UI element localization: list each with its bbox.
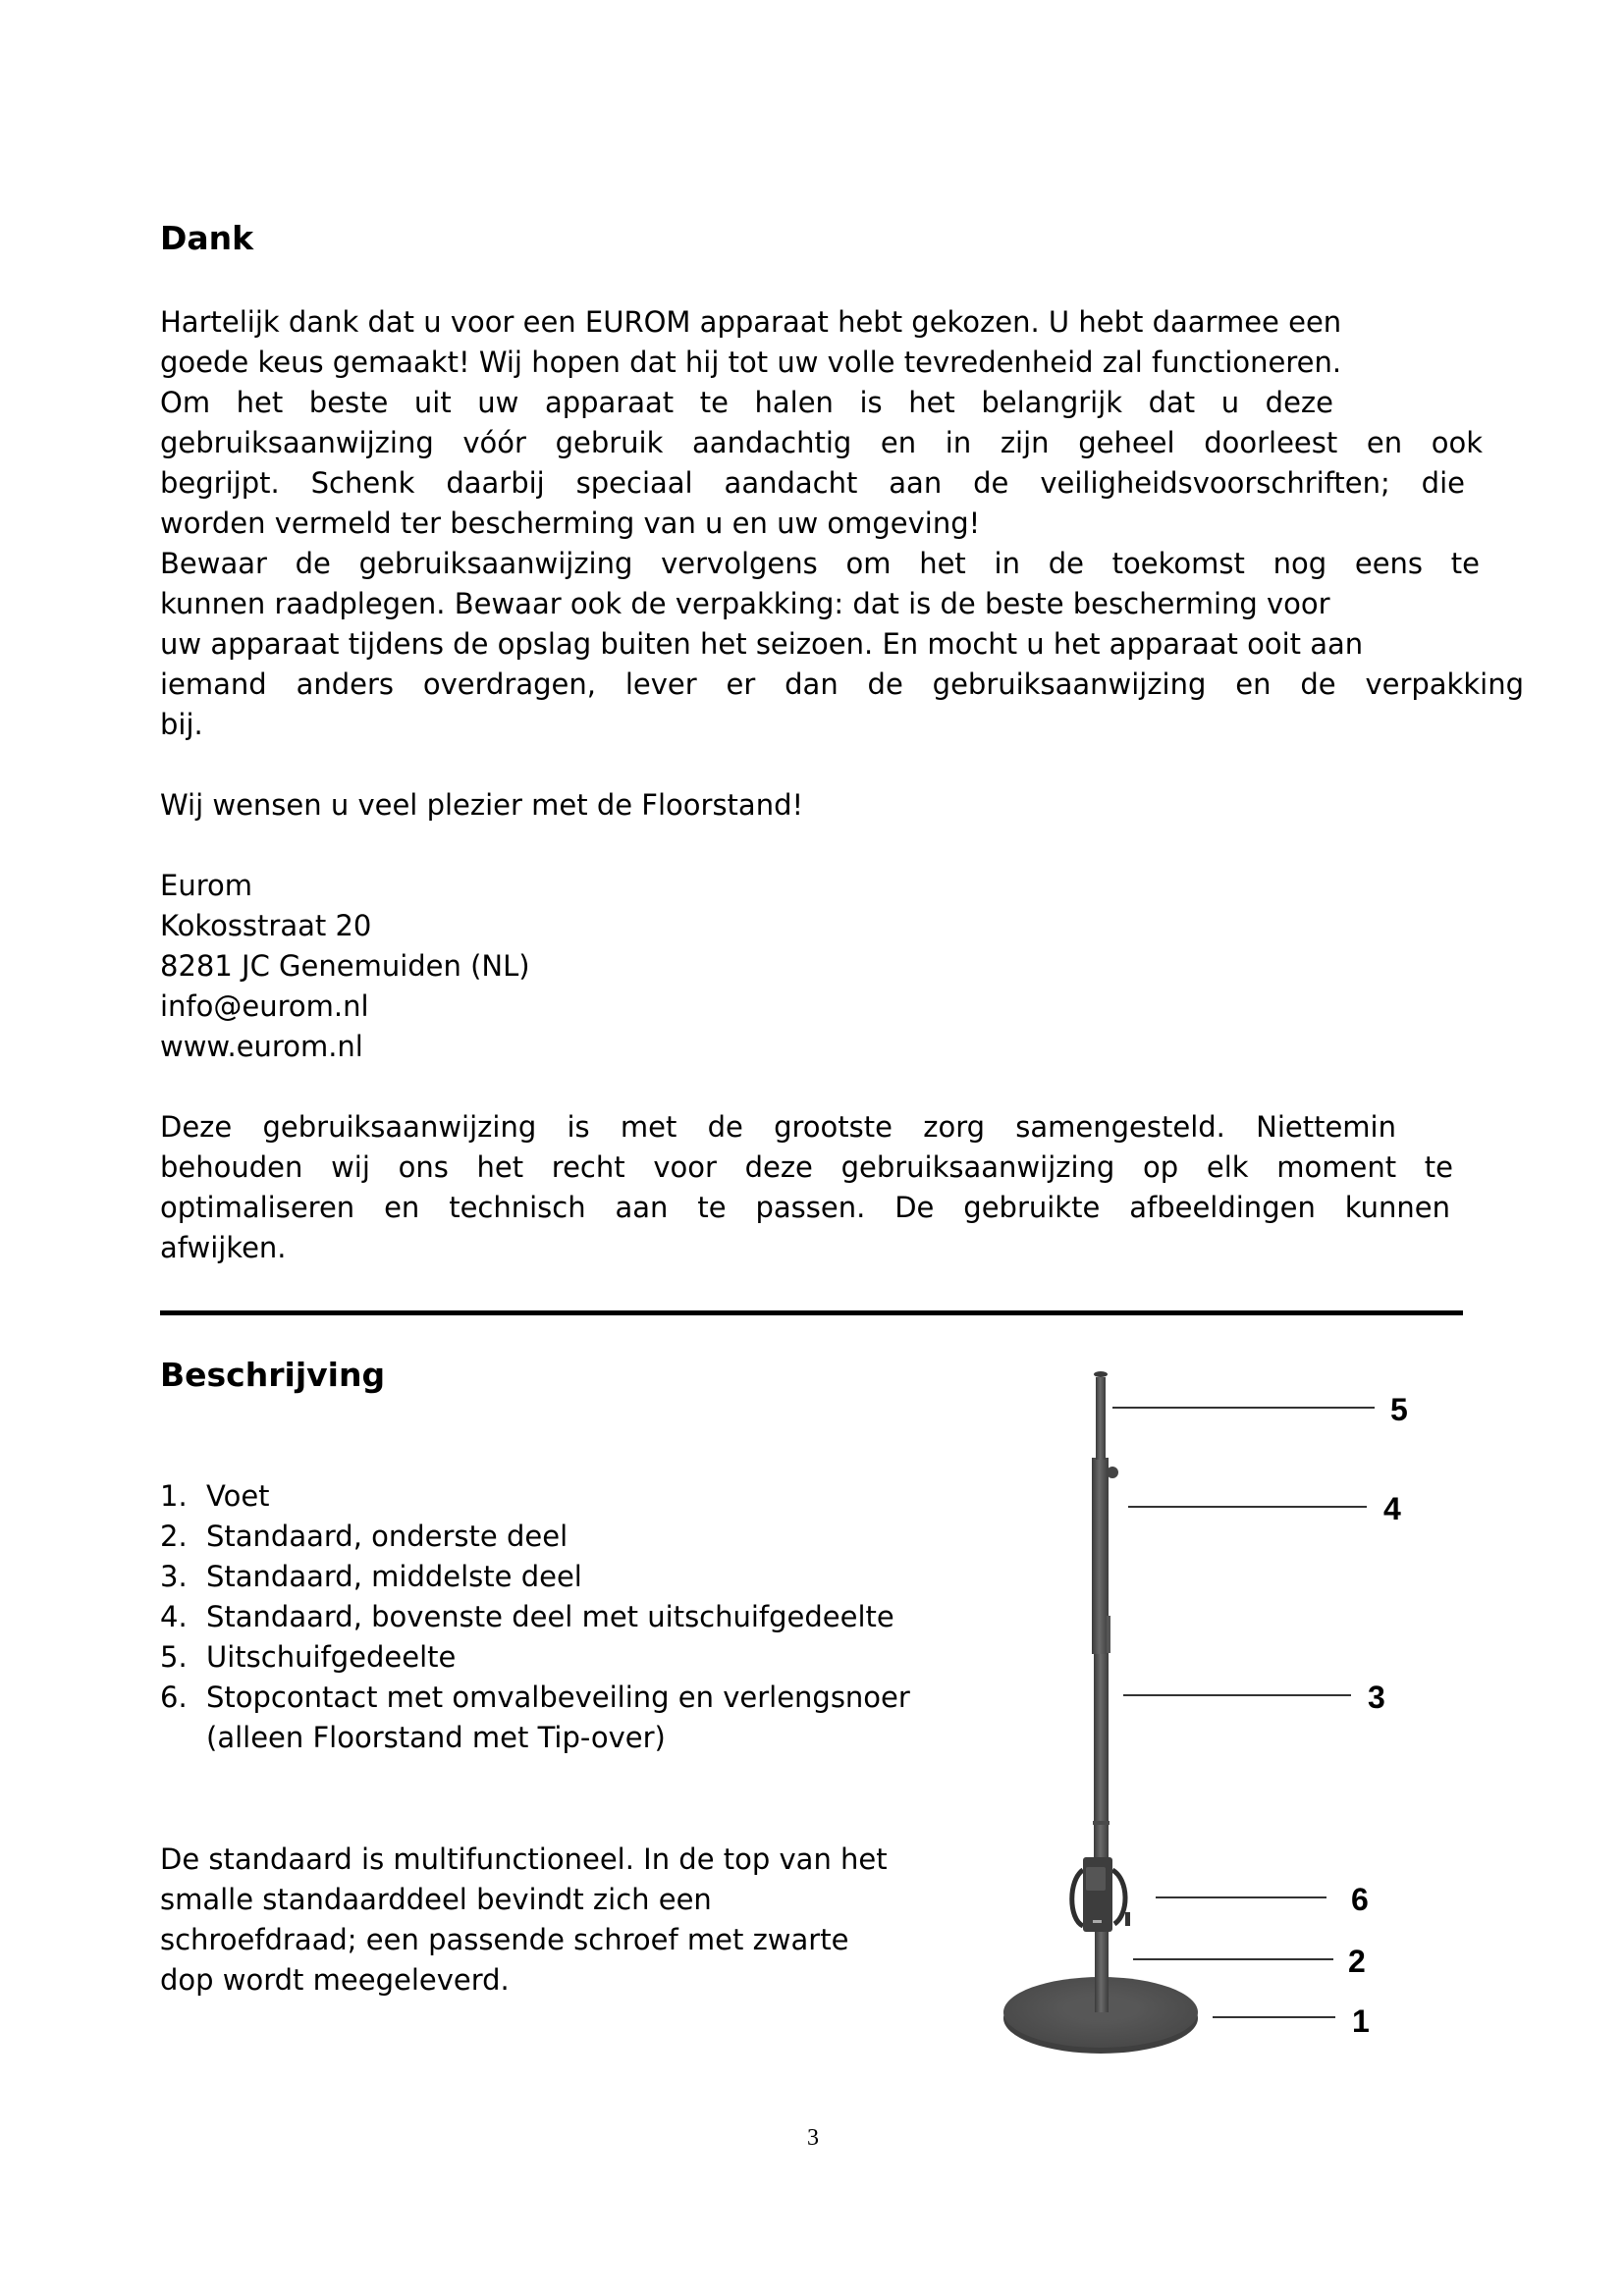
- list-item-number: 3.: [160, 1560, 188, 1593]
- street-address: Kokosstraat 20: [160, 909, 372, 942]
- page-number: 3: [807, 2125, 819, 2151]
- callout-4: 4: [1383, 1491, 1401, 1526]
- paragraph-line: Bewaar de gebruiksaanwijzing vervolgens om het in de toekomst nog eens te: [160, 547, 1480, 580]
- paragraph-line: Om het beste uit uw apparaat te halen is het belangrijk dat u deze: [160, 386, 1333, 419]
- list-item-number: 2.: [160, 1520, 188, 1553]
- note-line: schroefdraad; een passende schroef met zwarte: [160, 1923, 849, 1956]
- note-line: smalle standaarddeel bevindt zich een: [160, 1883, 712, 1916]
- closing-wish: Wij wensen u veel plezier met de Floorstand!: [160, 788, 804, 822]
- stand-middle-pole: [1094, 1654, 1109, 1860]
- callout-5: 5: [1390, 1392, 1408, 1427]
- disclaimer-line: optimaliseren en technisch aan te passen. De gebruikte afbeeldingen kunnen: [160, 1191, 1450, 1224]
- paragraph-line: gebruiksaanwijzing vóór gebruik aandachtig en in zijn geheel doorleest en ook: [160, 426, 1483, 459]
- list-item-label: Standaard, middelste deel: [206, 1560, 582, 1593]
- callout-1: 1: [1352, 2003, 1370, 2039]
- list-item-label: Uitschuifgedeelte: [206, 1640, 457, 1674]
- postal-city: 8281 JC Genemuiden (NL): [160, 949, 530, 983]
- list-item-number: 4.: [160, 1600, 188, 1633]
- list-item-label: Stopcontact met omvalbeveiling en verlengsnoer: [206, 1681, 910, 1714]
- stand-upper-pole: [1092, 1458, 1109, 1654]
- list-item-label: Standaard, bovenste deel met uitschuifgedeelte: [206, 1600, 894, 1633]
- disclaimer-line: afwijken.: [160, 1231, 287, 1264]
- list-item-number: 6.: [160, 1681, 188, 1714]
- paragraph-line: goede keus gemaakt! Wij hopen dat hij tot uw volle tevredenheid zal functioneren.: [160, 346, 1342, 379]
- callout-leaders: [1112, 1408, 1375, 2017]
- disclaimer-line: Deze gebruiksaanwijzing is met de grootste zorg samengesteld. Niettemin: [160, 1110, 1396, 1144]
- list-item-label: Standaard, onderste deel: [206, 1520, 568, 1553]
- note-line: De standaard is multifunctioneel. In de top van het: [160, 1842, 888, 1876]
- list-item-number: 5.: [160, 1640, 188, 1674]
- top-screw-cap: [1094, 1371, 1108, 1377]
- paragraph-line: iemand anders overdragen, lever er dan de gebruiksaanwijzing en de verpakking: [160, 667, 1524, 701]
- disclaimer-line: behouden wij ons het recht voor deze gebruiksaanwijzing op elk moment te: [160, 1150, 1453, 1184]
- paragraph-line: Hartelijk dank dat u voor een EUROM apparaat hebt gekozen. U hebt daarmee een: [160, 305, 1342, 339]
- email-link[interactable]: info@eurom.nl: [160, 989, 369, 1023]
- callout-3: 3: [1368, 1680, 1385, 1715]
- paragraph-line: bij.: [160, 708, 203, 741]
- safety-socket: [1072, 1857, 1130, 1932]
- paragraph-line: uw apparaat tijdens de opslag buiten het seizoen. En mocht u het apparaat ooit aan: [160, 627, 1364, 661]
- paragraph-line: worden vermeld ter bescherming van u en uw omgeving!: [160, 507, 981, 540]
- list-item-label: Voet: [206, 1479, 270, 1513]
- company-name: Eurom: [160, 869, 252, 902]
- stand-lower-pole: [1095, 1924, 1109, 2012]
- note-line: dop wordt meegeleverd.: [160, 1963, 510, 1997]
- paragraph-line: kunnen raadplegen. Bewaar ook de verpakking: dat is de beste bescherming voor: [160, 587, 1330, 620]
- list-item-number: 1.: [160, 1479, 188, 1513]
- section-title-dank: Dank: [160, 219, 254, 257]
- stand-extension: [1096, 1377, 1106, 1460]
- callout-6: 6: [1351, 1882, 1369, 1917]
- paragraph-line: begrijpt. Schenk daarbij speciaal aandacht aan de veiligheidsvoorschriften; die: [160, 466, 1465, 500]
- callout-2: 2: [1348, 1944, 1366, 1979]
- section-title-beschrijving: Beschrijving: [160, 1356, 386, 1394]
- website-link[interactable]: www.eurom.nl: [160, 1030, 363, 1063]
- height-lock-knob: [1107, 1467, 1118, 1478]
- list-item-label: (alleen Floorstand met Tip-over): [206, 1721, 666, 1754]
